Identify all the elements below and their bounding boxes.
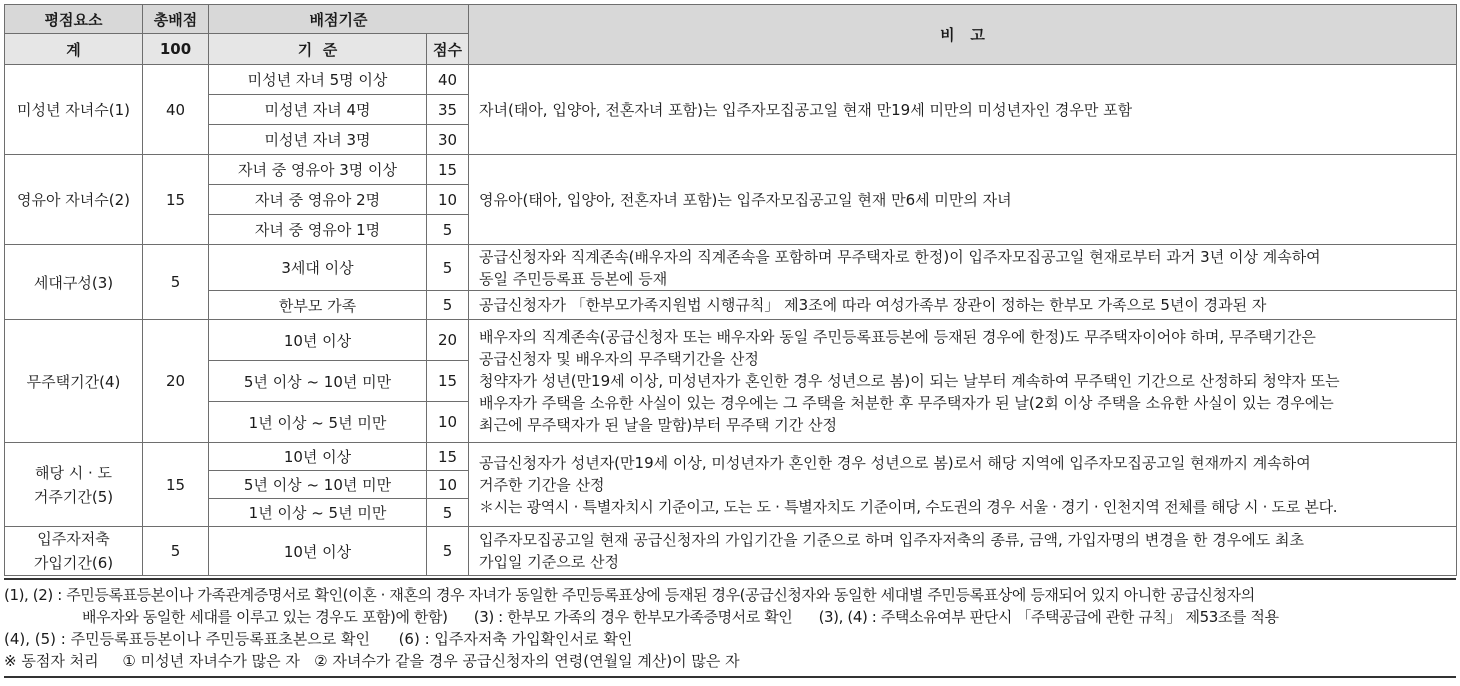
- remark-line: ＊시는 광역시 · 특별자치시 기준이고, 도는 도 · 특별자치도 기준이며, 수도권의 경우 서울 · 경기 · 인천지역 전체를 해당 시 · 도로 본다.: [479, 497, 1338, 516]
- remark-line: 배우자가 주택을 소유한 사실이 있는 경우에는 그 주택을 처분한 후 무주택자가 된 날(2회 이상 주택을 소유한 사실이 있는 경우에는: [479, 394, 1334, 412]
- sum-total: 100: [143, 34, 209, 65]
- residence-label-line1: 해당 시 · 도: [34, 463, 113, 482]
- homeless-label: 무주택기간(4): [5, 320, 143, 443]
- header-total: 총배점: [143, 5, 209, 34]
- remark-line: 공급신청자와 직계존속(배우자의 직계존속을 포함하며 무주택자로 한정)이 입주자모집공고일 현재로부터 과거 3년 이상 계속하여: [479, 247, 1321, 266]
- criteria-cell: 10년 이상: [209, 320, 427, 361]
- criteria-cell: 1년 이상 ~ 5년 미만: [209, 499, 427, 527]
- score-cell: 30: [427, 125, 469, 155]
- infant-label: 영유아 자녀수(2): [5, 155, 143, 245]
- score-cell: 20: [427, 320, 469, 361]
- infant-total: 15: [143, 155, 209, 245]
- header-item: 평점요소: [5, 5, 143, 34]
- sum-label: 계: [5, 34, 143, 65]
- score-cell: 5: [427, 527, 469, 576]
- remark-line: 공급신청자 및 배우자의 무주택기간을 산정: [479, 350, 759, 368]
- criteria-cell: 1년 이상 ~ 5년 미만: [209, 402, 427, 443]
- score-cell: 5: [427, 499, 469, 527]
- header-criteria: 배점기준: [209, 5, 469, 34]
- score-cell: 15: [427, 155, 469, 185]
- savings-total: 5: [143, 527, 209, 576]
- criteria-cell: 5년 이상 ~ 10년 미만: [209, 471, 427, 499]
- remark-line: 입주자모집공고일 현재 공급신청자의 가입기간을 기준으로 하며 입주자저축의 종류, 금액, 가입자명의 변경을 한 경우에도 최초: [479, 531, 1305, 549]
- savings-remark: [469, 527, 1457, 576]
- score-cell: 10: [427, 185, 469, 215]
- score-cell: 10: [427, 402, 469, 443]
- minor-total: 40: [143, 65, 209, 155]
- remark-line: 최근에 무주택자가 된 날을 말함)부터 무주택 기간 산정: [479, 416, 838, 434]
- criteria-cell: 미성년 자녀 4명: [209, 95, 427, 125]
- residence-remark: [469, 443, 1457, 527]
- criteria-cell: 자녀 중 영유아 1명: [209, 215, 427, 245]
- criteria-cell: 10년 이상: [209, 443, 427, 471]
- criteria-cell: 3세대 이상: [209, 245, 427, 291]
- minor-remark: 자녀(태아, 입양아, 전혼자녀 포함)는 입주자모집공고일 현재 만19세 미만의 미성년자인 경우만 포함: [469, 65, 1457, 155]
- footnote-line: 배우자와 동일한 세대를 이루고 있는 경우도 포함)에 한함) (3) : 한부모 가족의 경우 한부모가족증명서로 확인 (3), (4) : 주택소유여부 판단시 「주택공급에 관한 규칙」 제53조를 적용: [82, 608, 1279, 626]
- criteria-cell: 10년 이상: [209, 527, 427, 576]
- score-cell: 10: [427, 471, 469, 499]
- homeless-total: 20: [143, 320, 209, 443]
- criteria-cell: 자녀 중 영유아 2명: [209, 185, 427, 215]
- sub-score: 점수: [427, 34, 469, 65]
- criteria-cell: 5년 이상 ~ 10년 미만: [209, 361, 427, 402]
- minor-label: 미성년 자녀수(1): [5, 65, 143, 155]
- score-cell: 5: [427, 215, 469, 245]
- criteria-cell: 미성년 자녀 5명 이상: [209, 65, 427, 95]
- savings-label-line2: 가입기간(6): [33, 554, 114, 572]
- residence-total: 15: [143, 443, 209, 527]
- remark-line: 거주한 기간을 산정: [479, 475, 605, 494]
- household-total: 5: [143, 245, 209, 320]
- bottom-divider: [4, 676, 1456, 678]
- score-cell: 5: [427, 291, 469, 320]
- footnote-line: (1), (2) : 주민등록표등본이나 가족관계증명서로 확인(이혼 · 재혼의 경우 자녀가 동일한 주민등록표상에 등재된 경우(공급신청자와 동일한 세대별 주민등록표상에 등재되어 있지 아니한 공급신청자의: [4, 586, 1255, 604]
- remark-line: 동일 주민등록표 등본에 등재: [479, 269, 668, 288]
- savings-label-line1: 입주자저축: [37, 530, 110, 548]
- footnote-line: (4), (5) : 주민등록표등본이나 주민등록표초본으로 확인 (6) : 입주자저축 가입확인서로 확인: [4, 630, 633, 648]
- household-label: 세대구성(3): [5, 245, 143, 320]
- homeless-remark: [469, 320, 1457, 443]
- criteria-cell: 한부모 가족: [209, 291, 427, 320]
- household-remark-1: [469, 245, 1457, 291]
- remark-line: 가입일 기준으로 산정: [479, 553, 619, 571]
- score-cell: 40: [427, 65, 469, 95]
- footnote-line: ※ 동점자 처리 ① 미성년 자녀수가 많은 자 ② 자녀수가 같을 경우 공급신청자의 연령(연월일 계산)이 많은 자: [4, 652, 740, 670]
- scoring-table: [4, 4, 1457, 576]
- household-remark-2: 공급신청자가 「한부모가족지원법 시행규칙」 제3조에 따라 여성가족부 장관이 정하는 한부모 가족으로 5년이 경과된 자: [469, 291, 1457, 320]
- criteria-cell: 미성년 자녀 3명: [209, 125, 427, 155]
- infant-remark: 영유아(태아, 입양아, 전혼자녀 포함)는 입주자모집공고일 현재 만6세 미만의 자녀: [469, 155, 1457, 245]
- score-cell: 15: [427, 443, 469, 471]
- sub-criteria: 기 준: [209, 34, 427, 65]
- remark-line: 공급신청자가 성년자(만19세 이상, 미성년자가 혼인한 경우 성년으로 봄)로서 해당 지역에 입주자모집공고일 현재까지 계속하여: [479, 453, 1311, 472]
- remark-line: 청약자가 성년(만19세 이상, 미성년자가 혼인한 경우 성년으로 봄)이 되는 날부터 계속하여 무주택인 기간으로 산정하되 청약자 또는: [479, 372, 1340, 390]
- remark-line: 배우자의 직계존속(공급신청자 또는 배우자와 동일 주민등록표등본에 등재된 경우에 한정)도 무주택자이어야 하며, 무주택기간은: [479, 328, 1316, 346]
- criteria-cell: 자녀 중 영유아 3명 이상: [209, 155, 427, 185]
- score-cell: 35: [427, 95, 469, 125]
- score-cell: 15: [427, 361, 469, 402]
- residence-label: [5, 443, 143, 527]
- savings-label: [5, 527, 143, 576]
- footnotes: [4, 578, 1456, 672]
- score-cell: 5: [427, 245, 469, 291]
- header-remarks: 비 고: [469, 5, 1457, 65]
- residence-label-line2: 거주기간(5): [33, 487, 114, 506]
